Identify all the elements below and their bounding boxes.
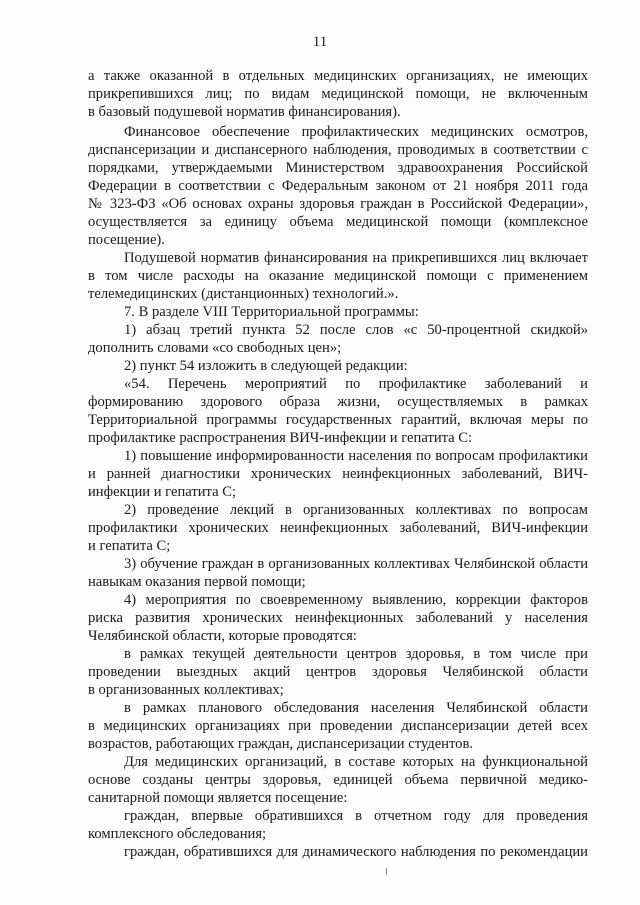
text-line: телемедицинских (дистанционных) технологий.». [88,286,399,302]
text-line: 7. В разделе VIII Территориальной программы: [124,304,419,320]
text-line: граждан, обратившихся для динамического наблюдения по рекомендации [124,844,588,860]
text-line: 3) обучение граждан в организованных коллективах Челябинской области [124,556,588,572]
text-line: профилактики хронических неинфекционных заболеваний, ВИЧ-инфекции [88,520,588,536]
text-line: комплексного обследования; [88,826,267,842]
scan-artifact [386,868,387,875]
text-line: граждан, впервые обратившихся в отчетном году для проведения [124,808,588,824]
text-line: прикрепившихся лиц; по видам медицинской помощи, не включенным [88,86,588,102]
text-line: в рамках планового обследования населения Челябинской области [124,700,588,716]
text-line: Федерации в соответствии с Федеральным законом от 21 ноября 2011 года [88,178,588,194]
text-line: в рамках текущей деятельности центров здоровья, в том числе при [124,646,588,662]
text-line: «54. Перечень мероприятий по профилактике заболеваний и [124,376,588,392]
text-line: 1) абзац третий пункта 52 после слов «с 50-процентной скидкой» [124,322,588,338]
text-line: а также оказанной в отдельных медицинских организациях, не имеющих [88,68,588,84]
text-line: 4) мероприятия по своевременному выявлению, коррекции факторов [124,592,588,608]
text-line: риска развития хронических неинфекционных заболеваний у населения [88,610,588,626]
text-line: дополнить словами «со свободных цен»; [88,340,342,356]
text-line: Территориальной программы государственных гарантий, включая меры по [88,412,588,428]
text-line: возрастов, работающих граждан, диспансеризации студентов. [88,736,474,752]
text-line: порядками, утверждаемыми Министерством здравоохранения Российской [88,160,588,176]
page-number: 11 [312,34,328,50]
text-line: посещение). [88,232,165,248]
text-line: и ранней диагностики хронических неинфекционных заболеваний, ВИЧ- [88,466,588,482]
text-line: Челябинской области, которые проводятся: [88,628,357,644]
text-line: инфекции и гепатита С; [88,484,237,500]
text-line: проведении выездных акций центров здоровья Челябинской области [88,664,588,680]
text-line: диспансеризации и диспансерного наблюдения, проводимых в соответствии с [88,142,588,158]
text-line: 2) пункт 54 изложить в следующей редакции: [124,358,408,374]
text-line: 2) проведение лекций в организованных коллективах по вопросам [124,502,588,518]
text-line: Подушевой норматив финансирования на прикрепившихся лиц включает [124,250,588,266]
text-line: 1) повышение информированности населения по вопросам профилактики [124,448,588,464]
text-line: навыкам оказания первой помощи; [88,574,306,590]
text-line: осуществляется за единицу объема медицинской помощи (комплексное [88,214,588,230]
text-line: профилактике распространения ВИЧ-инфекции и гепатита С: [88,430,473,446]
text-line: в организованных коллективах; [88,682,284,698]
text-line: Финансовое обеспечение профилактических медицинских осмотров, [124,124,588,140]
text-line: санитарной помощи является посещение: [88,790,348,806]
text-line: в том числе расходы на оказание медицинской помощи с применением [88,268,588,284]
text-line: в базовый подушевой норматив финансирования). [88,104,401,120]
text-line: Для медицинских организаций, в составе которых на функциональной [124,754,588,770]
text-line: № 323-ФЗ «Об основах охраны здоровья граждан в Российской Федерации», [88,196,588,212]
text-line: основе созданы центры здоровья, единицей объема первичной медико- [88,772,588,788]
text-line: формированию здорового образа жизни, осуществляемых в рамках [88,394,588,410]
text-line: в медицинских организациях при проведении диспансеризации детей всех [88,718,588,734]
text-line: и гепатита С; [88,538,171,554]
